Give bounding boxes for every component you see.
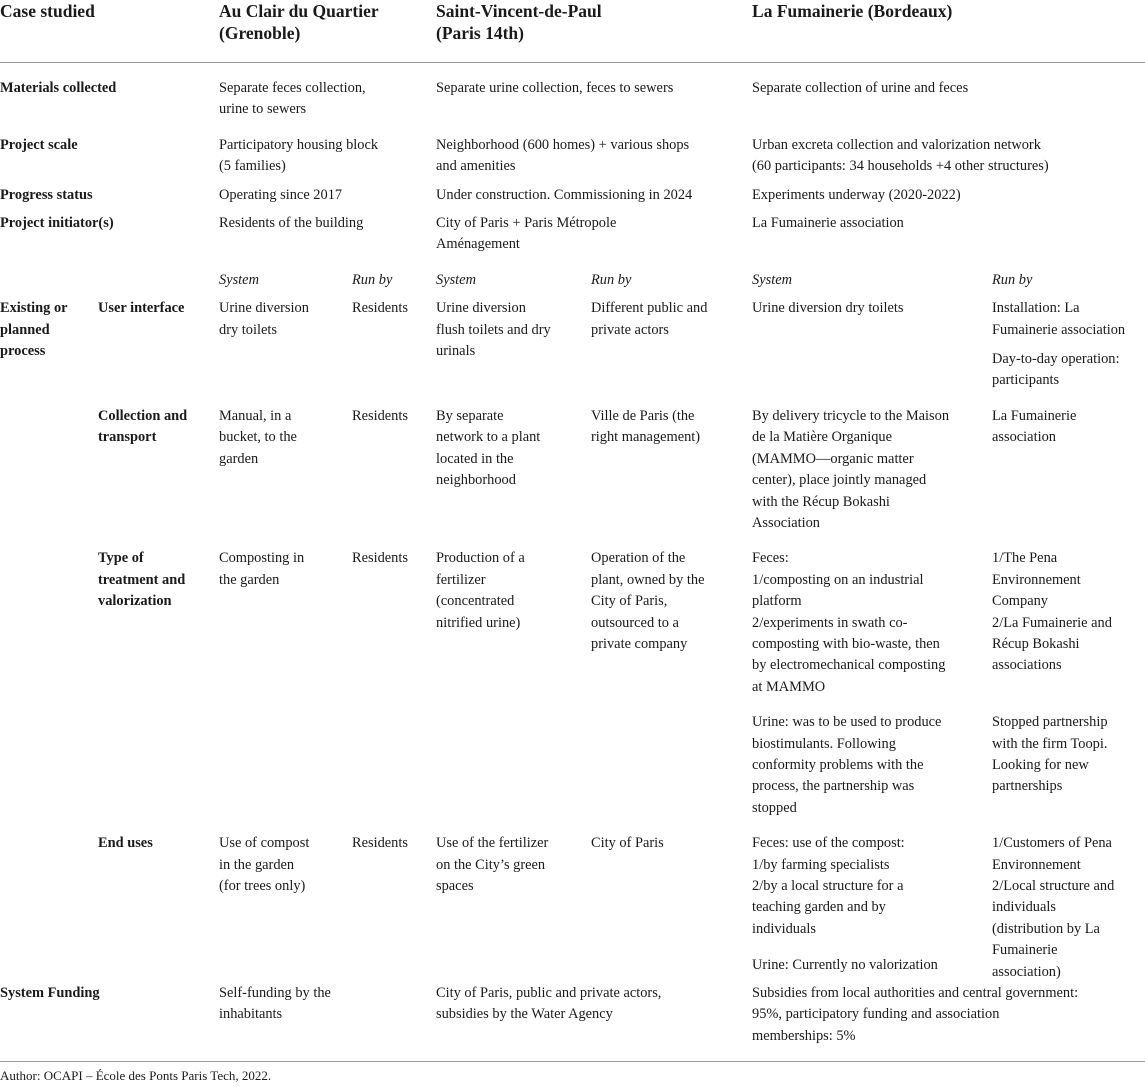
cell: Urine: was to be used to produce biostimulants. Following conformity problems with the process, the partnership was stopped (752, 714, 942, 816)
row-label: Materials collected (0, 63, 219, 128)
cell: Urine: Currently no valorization (752, 956, 938, 973)
cell: By delivery tricycle to the Maison de la Matière Organique (MAMMO—organic matter center), place jointly managed with the Récup Bokashi Association (752, 407, 950, 531)
cell: La Fumainerie association (752, 215, 904, 232)
subhead-system: System (436, 271, 476, 288)
subhead-runby: Run by (591, 271, 632, 288)
header-paris: Saint-Vincent-de-Paul (Paris 14th) (436, 1, 602, 43)
row-label: Collection and transport (98, 407, 188, 446)
row-collection (0, 399, 1145, 541)
subhead-system: System (752, 271, 792, 288)
empty-cell (0, 263, 219, 298)
cell: Urine diversion flush toilets and dry urinals (436, 300, 551, 360)
cell: Residents (352, 835, 408, 852)
cell: Manual, in a bucket, to the garden (219, 407, 297, 467)
cell: Experiments underway (2020-2022) (752, 186, 961, 203)
cell: Composting in the garden (219, 550, 305, 588)
row-progress (0, 185, 1145, 213)
cell: Urban excreta collection and valorization network (60 participants: 34 households +4 other structures) (752, 136, 1049, 175)
cell: Residents (352, 407, 408, 424)
row-scale (0, 128, 1145, 185)
cell: Subsidies from local authorities and central government: 95%, participatory funding and association memberships: 5% (752, 983, 1145, 1062)
row-label: Type of treatment and valorization (98, 550, 186, 610)
subhead-runby: Run by (352, 271, 393, 288)
row-label: End uses (98, 835, 153, 852)
process-label: Existing or planned process (0, 300, 68, 360)
cell: Under construction. Commissioning in 2024 (436, 186, 693, 203)
header-bordeaux: La Fumainerie (Bordeaux) (752, 1, 953, 21)
cell: City of Paris + Paris Métropole Aménagement (436, 215, 617, 253)
cell: Stopped partnership with the firm Toopi. Looking for new partnerships (992, 714, 1108, 795)
row-end-uses (0, 826, 1145, 947)
cell: Production of a fertilizer (concentrated nitrified urine) (436, 550, 525, 631)
header-grenoble: Au Clair du Quartier (Grenoble) (219, 1, 379, 43)
cell: By separate network to a plant located in the neighborhood (436, 407, 541, 489)
row-funding (0, 983, 1145, 1062)
cell: Residents (352, 550, 408, 567)
cell: Residents (352, 300, 408, 317)
cell: Separate collection of urine and feces (752, 63, 1145, 128)
header-row (0, 0, 1145, 63)
cell: Use of compost in the garden (for trees only) (219, 835, 310, 894)
row-initiator (0, 213, 1145, 263)
subhead-runby: Run by (992, 271, 1033, 288)
row-label: Project initiator(s) (0, 215, 114, 232)
header-case-studied: Case studied (0, 1, 95, 21)
row-subheads (0, 263, 1145, 298)
cell: Feces: 1/composting on an industrial platform 2/experiments in swath co- composting with bio-waste, then by electromechanical composting at MAMMO (752, 550, 946, 695)
cell: Participatory housing block (5 families) (219, 136, 379, 175)
cell: Operation of the plant, owned by the City of Paris, outsourced to a private company (591, 550, 705, 652)
cell: Installation: La Fumainerie association Day-to-day operation: participants (992, 300, 1126, 389)
cell: 1/The Pena Environnement Company 2/La Fumainerie and Récup Bokashi associations (992, 550, 1112, 674)
row-label: Project scale (0, 136, 78, 153)
cell: Self-funding by the inhabitants (219, 983, 436, 1062)
cell: Use of the fertilizer on the City’s green spaces (436, 835, 549, 894)
cell: Ville de Paris (the right management) (591, 407, 701, 446)
row-treatment (0, 541, 1145, 705)
row-user-interface (0, 298, 1145, 399)
cell: Urine diversion dry toilets (219, 300, 309, 338)
cell: 1/Customers of Pena Environnement 2/Local structure and individuals (distribution by La Fumainerie association) (992, 835, 1115, 980)
cell: Separate feces collection, urine to sewers (219, 63, 436, 128)
cell: Neighborhood (600 homes) + various shops and amenities (436, 136, 690, 175)
cell: La Fumainerie association (992, 407, 1077, 446)
cell: Different public and private actors (591, 300, 708, 338)
cell: Residents of the building (219, 215, 364, 232)
table-footnote: Author: OCAPI – École des Ponts Paris Tech, 2022. (0, 1068, 272, 1083)
cell: Operating since 2017 (219, 186, 343, 203)
row-label: System Funding (0, 983, 219, 1062)
cell: Feces: use of the compost: 1/by farming specialists 2/by a local structure for a teaching garden and by individuals (752, 835, 905, 937)
cell: City of Paris, public and private actors, subsidies by the Water Agency (436, 983, 752, 1062)
cell: Separate urine collection, feces to sewers (436, 63, 752, 128)
subhead-system: System (219, 271, 259, 288)
row-label: User interface (98, 300, 185, 317)
row-materials (0, 63, 1145, 128)
cell: City of Paris (591, 835, 664, 852)
cell: Urine diversion dry toilets (752, 300, 904, 317)
row-label: Progress status (0, 186, 93, 203)
